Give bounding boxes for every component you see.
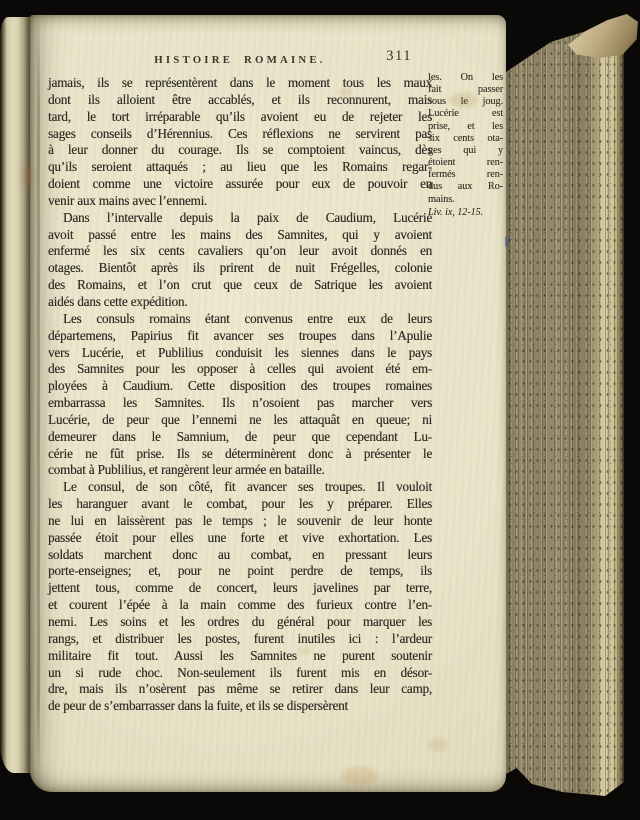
text-line: jamais, ils se représentèrent dans le moment tous les maux (48, 75, 432, 90)
foxing-spot (338, 88, 352, 97)
left-page-edge (0, 17, 34, 773)
margin-note-line: sous le joug. (428, 96, 503, 108)
running-title: HISTOIRE ROMAINE. (154, 54, 326, 66)
margin-note-line: étoient ren- (428, 157, 503, 169)
foxing-spot (298, 647, 310, 655)
text-line: à leur donner du courage. Ils se comptoient vaincus, dès (48, 142, 432, 158)
text-line: Dans l’intervalle depuis la paix de Caudium, Lucérie (63, 209, 432, 225)
text-line: ployées à Caudium. Cette disposition des troupes romaines (48, 378, 432, 394)
book-fore-edge (506, 26, 624, 796)
text-line: aidés dans cette expédition. (48, 293, 188, 309)
text-line: dont ils alloient être accablés, et ils reconnurent, mais (48, 91, 432, 107)
margin-note-line: dus aux Ro- (428, 181, 503, 193)
foxing-spot (64, 701, 73, 710)
text-line: de peur de s’embarrasser dans la fuite, et ils se dispersèrent (48, 698, 348, 714)
text-line: Le consul, de son côté, fit avancer ses troupes. Il vouloit (63, 479, 432, 495)
ink-speck (505, 236, 509, 247)
text-line: nemi. Les soins et les ordres du général pour marquer les (48, 614, 432, 629)
text-line: dre, mais ils n’osèrent pas même se retirer dans leur camp, (48, 681, 432, 697)
text-block (48, 75, 432, 715)
text-line: Lucérie, de peur que l’ennemi ne les attaquât en queue; ni (48, 411, 432, 427)
margin-note-line: fait passer (428, 84, 503, 96)
margin-note-line: six cents ota- (428, 132, 503, 144)
page-number: 311 (386, 48, 412, 64)
text-line: avoit passé entre les mains des Samnites, qui y avoient (48, 226, 432, 242)
text-line: venir aux mains avec l’ennemi. (48, 192, 208, 208)
text-line: combat à Publilius, et rangèrent leur armée en bataille. (48, 462, 325, 478)
text-line: tard, le tort irréparable qu’ils avoient eu de rejeter les (48, 108, 432, 124)
text-line: sages conseils d’Hérennius. Ces réflexions ne servirent pas (48, 125, 432, 141)
text-line: les haranguer avant le combat, pour les y préparer. Elles (48, 496, 432, 512)
text-line: otages. Bientôt après ils prirent de nuit Frégelles, colonie (48, 260, 432, 276)
text-line: passée étoit pour elles une forte et vive exhortation. Les (48, 529, 432, 545)
margin-note-line: ges qui y (428, 144, 503, 156)
margin-note-line: prise, et les (428, 120, 503, 132)
text-line: rangs, et distribuer les postes, furent inutiles ici : l’ardeur (48, 630, 432, 646)
text-line: soldats marchent donc au combat, en pressant leurs (48, 546, 432, 562)
margin-note-line: Lucérie est (428, 108, 503, 120)
text-line: demeurer dans le Samnium, de peur que cependant Lu- (48, 428, 432, 444)
page-header (48, 48, 432, 73)
text-line: des Romains, et l’on crut que ceux de Satrique les avoient (48, 277, 432, 293)
text-line: départemens, Papirius fit avancer ses troupes dans l’Apulie (48, 327, 432, 343)
foxing-spot (450, 93, 478, 108)
margin-note-line: mains. (428, 193, 455, 205)
text-line: Les consuls romains étant convenus entre eux de leurs (63, 310, 432, 326)
text-line: porte-enseignes; et, pour ne point perdre de temps, ils (48, 563, 432, 579)
margin-note-citation: Liv. ix, 12-15. (428, 206, 484, 218)
text-line: et courent l’épée à la main comme des furieux contre l’en- (48, 597, 432, 613)
text-line: des Samnites pour les opposer à celles qui avoient été em- (48, 361, 432, 377)
foxing-spot (428, 739, 448, 751)
margin-note-line: fermés ren- (428, 169, 503, 181)
text-line: cérie ne fût prise. Ils se déterminèrent donc à présenter le (48, 445, 432, 461)
text-line: doient comme une victoire assurée pour eux de pouvoir en (48, 176, 432, 192)
text-line: un si rude choc. Non-seulement ils furent mis en désor- (48, 664, 432, 680)
text-line: embarrassa les Samnites. Ils n’osoient pas marcher vers (48, 395, 432, 411)
text-line: vers Lucérie, et Publilius conduisit les siennes dans le pays (48, 344, 432, 360)
text-line: militaire fit tout. Aussi les Samnites ne purent soutenir (48, 647, 432, 663)
foxing-spot (342, 767, 378, 785)
text-line: enfermé les six cents cavaliers qu’on leur avoit donnés en (48, 243, 432, 259)
margin-note-line: les. On les (428, 72, 503, 83)
text-line: qu’ils seroient attaqués ; au lieu que les Romains regar- (48, 159, 432, 175)
text-line: jettent tous, comme de concert, leurs javelines par terre, (48, 580, 432, 596)
text-line: ne lui en laissèrent pas le temps ; le souvenir de leur honte (48, 512, 432, 528)
foxing-spot (22, 167, 34, 185)
book-page (30, 15, 506, 792)
